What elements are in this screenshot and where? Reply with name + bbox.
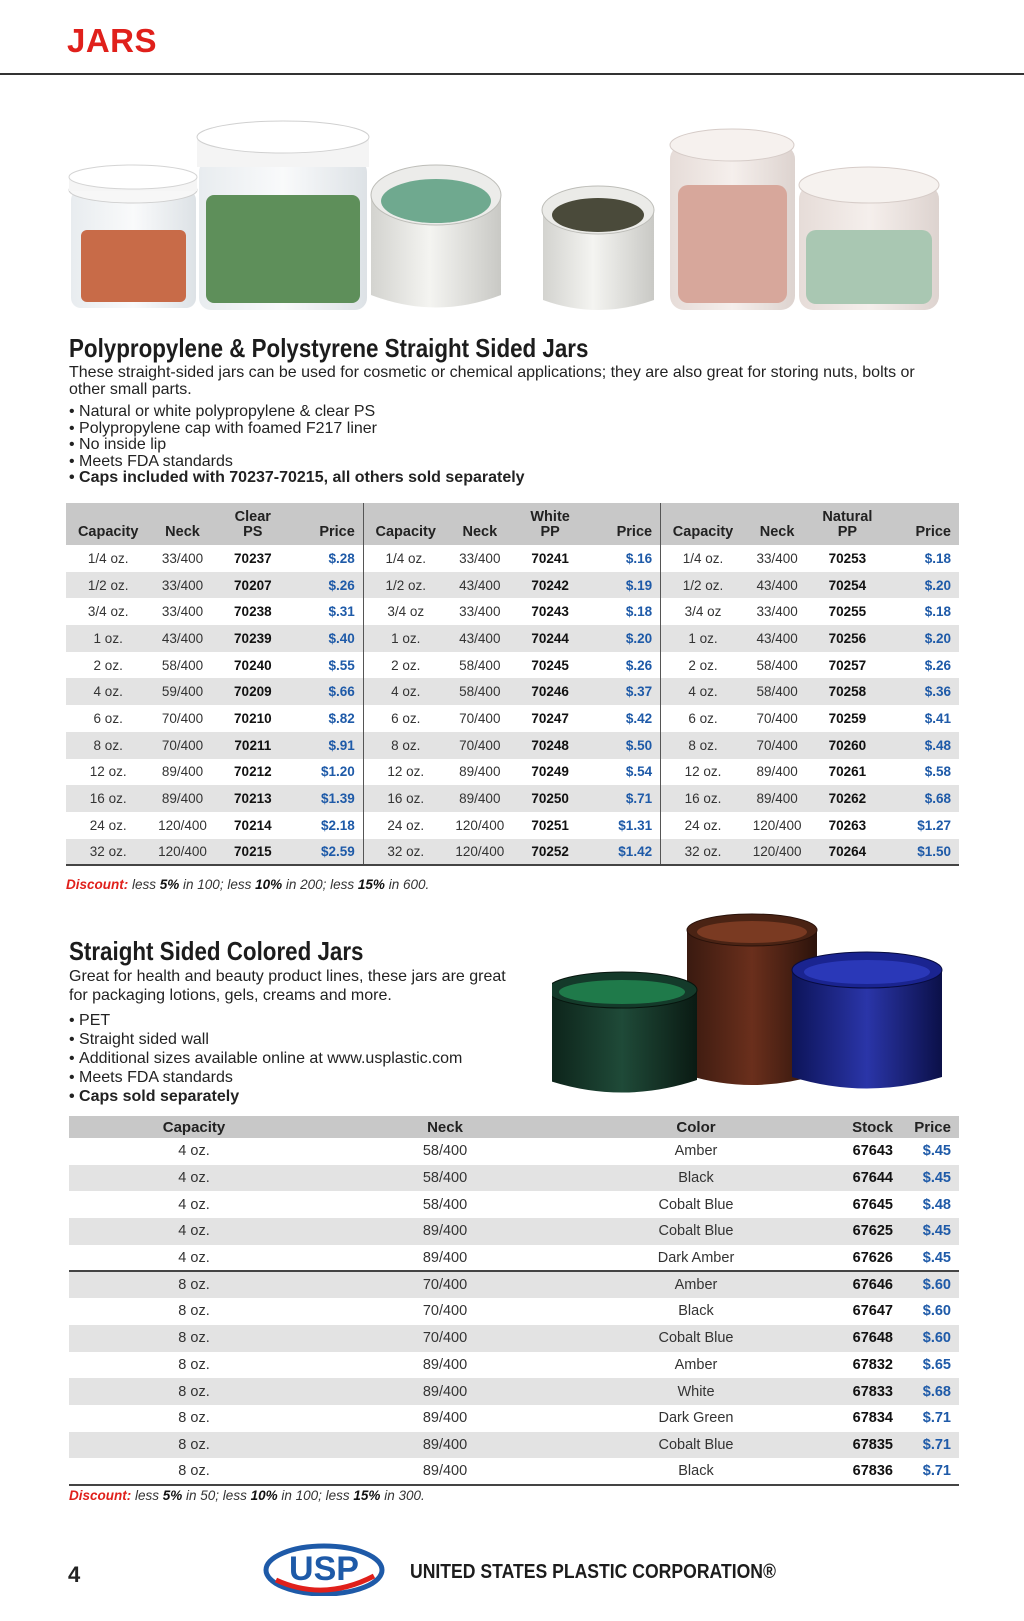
capacity-cell: 4 oz. (69, 1218, 319, 1245)
discount-note: Discount: less 5% in 100; less 10% in 200; less 15% in 600. (66, 877, 430, 892)
neck-cell: 120/400 (448, 839, 512, 866)
table-row (66, 785, 959, 812)
neck-cell: 89/400 (319, 1378, 571, 1405)
table-row (66, 598, 959, 625)
price-cell: $.18 (924, 550, 951, 566)
price-cell: $.16 (625, 550, 653, 566)
stock-number-cell: 70259 (828, 710, 867, 726)
capacity-cell: 4 oz. (178, 1249, 210, 1266)
price-cell: $.37 (588, 678, 660, 705)
neck-cell: 89/400 (756, 764, 798, 780)
stock-number-cell: 70257 (828, 657, 867, 673)
capacity-cell: 32 oz. (363, 839, 447, 866)
neck-cell: 70/400 (422, 1303, 468, 1320)
table-row (66, 732, 959, 759)
stock-number-cell: 70253 (828, 550, 867, 566)
section-description: These straight-sided jars can be used for cosmetic or chemical applications; they are also great for storing nuts, bolts or other small parts. (69, 364, 915, 398)
capacity-cell: 4 oz. (66, 678, 150, 705)
capacity-cell: 3/4 oz (661, 598, 745, 625)
stock-number-cell: 70247 (531, 710, 569, 726)
price-cell: $2.18 (321, 817, 355, 833)
feature-item: • Caps sold separately (69, 1087, 462, 1106)
price-cell: $.45 (895, 1165, 959, 1192)
capacity-cell: 1/4 oz. (87, 550, 129, 566)
stock-number-cell: 70215 (215, 839, 291, 866)
neck-cell: 43/400 (448, 572, 512, 599)
column-header: Stock (821, 1116, 895, 1138)
table-row (66, 572, 959, 599)
neck-cell: 58/400 (319, 1165, 571, 1192)
table-row (69, 1165, 959, 1192)
stock-number-cell: 70251 (531, 817, 569, 833)
stock-number-cell: 70237 (234, 550, 272, 566)
capacity-cell: 1 oz. (363, 625, 447, 652)
section-title: Polypropylene & Polystyrene Straight Sided Jars (69, 333, 589, 363)
table-row (66, 839, 959, 866)
price-cell: $.41 (924, 710, 951, 726)
column-header: Neck (448, 503, 512, 545)
column-header: Capacity (66, 503, 150, 545)
capacity-cell: 12 oz. (661, 759, 745, 786)
neck-cell: 89/400 (745, 785, 809, 812)
capacity-cell: 1/4 oz. (661, 545, 745, 572)
table-row (66, 812, 959, 839)
neck-cell: 58/400 (745, 678, 809, 705)
stock-number-cell: 70214 (234, 817, 272, 833)
neck-cell: 120/400 (150, 839, 214, 866)
price-cell: $1.39 (291, 785, 363, 812)
neck-cell: 89/400 (161, 764, 204, 780)
section-title: Straight Sided Colored Jars (69, 936, 364, 966)
feature-item: • PET (69, 1011, 462, 1030)
price-cell: $.50 (588, 732, 660, 759)
neck-cell: 33/400 (150, 572, 214, 599)
capacity-cell: 1 oz. (66, 625, 150, 652)
color-cell: Cobalt Blue (571, 1325, 821, 1352)
neck-cell: 58/400 (422, 1143, 468, 1160)
price-cell: $.82 (328, 710, 355, 726)
discount-note: Discount: less 5% in 50; less 10% in 100; less 15% in 300. (69, 1488, 425, 1503)
color-cell: White (571, 1378, 821, 1405)
page-number: 4 (68, 1562, 81, 1587)
capacity-cell: 8 oz. (363, 732, 447, 759)
capacity-cell: 8 oz. (69, 1432, 319, 1459)
price-cell: $.45 (922, 1249, 951, 1266)
capacity-cell: 24 oz. (89, 817, 127, 833)
svg-text:USP: USP (289, 1550, 359, 1588)
table-row (69, 1218, 959, 1245)
price-cell: $.48 (922, 1196, 951, 1213)
price-cell: $.58 (924, 764, 951, 780)
capacity-cell: 8 oz. (178, 1410, 210, 1427)
color-cell: Dark Amber (657, 1249, 735, 1266)
neck-cell: 33/400 (161, 550, 204, 566)
neck-cell: 43/400 (745, 625, 809, 652)
neck-cell: 59/400 (150, 678, 214, 705)
price-cell: $1.20 (321, 764, 355, 780)
neck-cell: 58/400 (756, 657, 798, 673)
capacity-cell: 6 oz. (93, 710, 123, 726)
neck-cell: 120/400 (455, 817, 505, 833)
price-cell: $.45 (922, 1143, 951, 1160)
table-header-row (69, 1116, 959, 1138)
stock-number-cell: 70262 (809, 785, 885, 812)
capacity-cell: 16 oz. (363, 785, 447, 812)
capacity-cell: 8 oz. (69, 1271, 319, 1298)
table-row (66, 545, 959, 572)
stock-number-cell: 67647 (852, 1303, 893, 1320)
capacity-cell: 1/4 oz. (363, 545, 447, 572)
neck-cell: 33/400 (161, 604, 204, 620)
feature-item: • Natural or white polypropylene & clear PS (69, 404, 525, 421)
table-row (69, 1271, 959, 1298)
feature-item: • Straight sided wall (69, 1030, 462, 1049)
price-cell: $.45 (895, 1218, 959, 1245)
stock-number-cell: 67625 (821, 1218, 895, 1245)
capacity-cell: 12 oz. (89, 764, 127, 780)
price-cell: $.28 (328, 550, 355, 566)
column-header: Neck (150, 503, 214, 545)
neck-cell: 120/400 (158, 817, 207, 833)
capacity-cell: 8 oz. (69, 1325, 319, 1352)
stock-number-cell: 67835 (821, 1432, 895, 1459)
capacity-cell: 32 oz. (661, 839, 745, 866)
capacity-cell: 2 oz. (93, 657, 123, 673)
colored-jars-photo (552, 905, 982, 1105)
table-row (69, 1352, 959, 1379)
table-row (69, 1458, 959, 1485)
table-row (69, 1298, 959, 1325)
table-row (69, 1191, 959, 1218)
neck-cell: 89/400 (459, 764, 501, 780)
neck-cell: 70/400 (319, 1271, 571, 1298)
stock-number-cell: 70248 (512, 732, 588, 759)
price-cell: $1.31 (618, 817, 653, 833)
column-header: Color (571, 1116, 821, 1138)
stock-number-cell: 67644 (821, 1165, 895, 1192)
capacity-cell: 2 oz. (363, 652, 447, 679)
capacity-cell: 1/2 oz. (363, 572, 447, 599)
table-row (69, 1378, 959, 1405)
column-header: Natural PP (809, 503, 885, 545)
table-row (66, 652, 959, 679)
neck-cell: 70/400 (756, 710, 798, 726)
neck-cell: 89/400 (422, 1356, 468, 1373)
stock-number-cell: 70264 (809, 839, 885, 866)
stock-number-cell: 70243 (531, 604, 569, 620)
feature-item: • Caps included with 70237-70215, all others sold separately (69, 470, 525, 487)
neck-cell: 70/400 (150, 732, 214, 759)
price-cell: $.71 (922, 1410, 951, 1427)
price-cell: $.91 (291, 732, 363, 759)
stock-number-cell: 70249 (531, 764, 569, 780)
stock-number-cell: 70258 (809, 678, 885, 705)
color-cell: Amber (674, 1356, 718, 1373)
capacity-cell: 4 oz. (178, 1143, 210, 1160)
stock-number-cell: 70263 (828, 817, 867, 833)
capacity-cell: 4 oz. (363, 678, 447, 705)
stock-number-cell: 67836 (821, 1458, 895, 1485)
column-header: Price (895, 1116, 959, 1138)
stock-number-cell: 67833 (821, 1378, 895, 1405)
neck-cell: 33/400 (459, 550, 501, 566)
stock-number-cell: 70261 (828, 764, 867, 780)
price-cell: $.31 (328, 604, 355, 620)
table-row (69, 1405, 959, 1432)
table-row (69, 1245, 959, 1272)
neck-cell: 70/400 (448, 732, 512, 759)
column-header: Capacity (363, 503, 447, 545)
capacity-cell: 4 oz. (661, 678, 745, 705)
stock-number-cell: 67834 (852, 1410, 893, 1427)
usp-logo (262, 1540, 386, 1596)
feature-item: • No inside lip (69, 437, 525, 454)
capacity-cell: 8 oz. (178, 1303, 210, 1320)
jars-product-photo (66, 115, 974, 330)
neck-cell: 58/400 (422, 1196, 468, 1213)
page-title: JARS (67, 22, 158, 59)
neck-cell: 58/400 (448, 678, 512, 705)
price-cell: $.26 (291, 572, 363, 599)
stock-number-cell: 67648 (821, 1325, 895, 1352)
price-cell: $.20 (886, 572, 959, 599)
capacity-cell: 2 oz. (661, 652, 745, 679)
color-cell: Amber (674, 1143, 718, 1160)
stock-number-cell: 70238 (234, 604, 272, 620)
capacity-cell: 24 oz. (363, 812, 447, 839)
neck-cell: 33/400 (459, 604, 501, 620)
neck-cell: 58/400 (459, 657, 501, 673)
table-row (66, 678, 959, 705)
price-cell: $.65 (922, 1356, 951, 1373)
price-cell: $2.59 (291, 839, 363, 866)
capacity-cell: 8 oz. (69, 1378, 319, 1405)
capacity-cell: 8 oz. (69, 1458, 319, 1485)
column-header: Price (291, 503, 363, 545)
stock-number-cell: 67645 (852, 1196, 893, 1213)
price-cell: $.26 (625, 657, 653, 673)
neck-cell: 43/400 (150, 625, 214, 652)
price-cell: $.66 (291, 678, 363, 705)
table-row (69, 1432, 959, 1459)
neck-cell: 89/400 (422, 1410, 468, 1427)
feature-item: • Meets FDA standards (69, 1068, 462, 1087)
price-cell: $.54 (625, 764, 653, 780)
stock-number-cell: 70241 (531, 550, 569, 566)
table-row (69, 1138, 959, 1165)
stock-number-cell: 70256 (809, 625, 885, 652)
price-cell: $1.27 (917, 817, 951, 833)
stock-number-cell: 70213 (215, 785, 291, 812)
price-cell: $.68 (895, 1378, 959, 1405)
capacity-cell: 4 oz. (178, 1196, 210, 1213)
page-header (0, 0, 1024, 75)
price-cell: $.36 (886, 678, 959, 705)
color-cell: Black (571, 1165, 821, 1192)
stock-number-cell: 67832 (852, 1356, 893, 1373)
price-cell: $.48 (886, 732, 959, 759)
neck-cell: 89/400 (448, 785, 512, 812)
stock-number-cell: 70209 (215, 678, 291, 705)
feature-item: • Meets FDA standards (69, 454, 525, 471)
feature-item: • Polypropylene cap with foamed F217 liner (69, 421, 525, 438)
feature-item: • Additional sizes available online at www.usplastic.com (69, 1049, 462, 1068)
neck-cell: 70/400 (161, 710, 204, 726)
color-cell: Black (678, 1303, 714, 1320)
capacity-cell: 1 oz. (661, 625, 745, 652)
stock-number-cell: 67646 (821, 1271, 895, 1298)
capacity-cell: 24 oz. (661, 812, 745, 839)
stock-number-cell: 70207 (215, 572, 291, 599)
column-header: Neck (745, 503, 809, 545)
neck-cell: 89/400 (150, 785, 214, 812)
price-cell: $.20 (886, 625, 959, 652)
capacity-cell: 16 oz. (661, 785, 745, 812)
table-row (66, 625, 959, 652)
capacity-cell: 3/4 oz. (87, 604, 129, 620)
color-cell: Cobalt Blue (658, 1196, 734, 1213)
capacity-cell: 12 oz. (363, 759, 447, 786)
section-description: Great for health and beauty product lines, these jars are great for packaging lotions, gels, creams and more. (69, 968, 506, 1004)
neck-cell: 89/400 (319, 1432, 571, 1459)
neck-cell: 120/400 (745, 839, 809, 866)
color-cell: Dark Green (658, 1410, 734, 1427)
neck-cell: 120/400 (752, 817, 802, 833)
table-row (66, 705, 959, 732)
price-cell: $1.42 (588, 839, 660, 866)
neck-cell: 43/400 (745, 572, 809, 599)
neck-cell: 33/400 (756, 604, 798, 620)
color-cell: Amber (571, 1271, 821, 1298)
stock-number-cell: 70254 (809, 572, 885, 599)
table-row (69, 1325, 959, 1352)
price-cell: $.71 (588, 785, 660, 812)
neck-cell: 89/400 (422, 1249, 468, 1266)
feature-list (69, 1011, 462, 1106)
capacity-cell: 16 oz. (66, 785, 150, 812)
capacity-cell: 32 oz. (66, 839, 150, 866)
stock-number-cell: 70240 (234, 657, 272, 673)
stock-number-cell: 70252 (512, 839, 588, 866)
price-cell: $.40 (291, 625, 363, 652)
stock-number-cell: 70211 (215, 732, 291, 759)
stock-number-cell: 70212 (234, 764, 272, 780)
column-header: White PP (512, 503, 588, 545)
price-cell: $1.50 (886, 839, 959, 866)
column-header: Price (588, 503, 660, 545)
neck-cell: 33/400 (756, 550, 798, 566)
column-header: Capacity (661, 503, 745, 545)
price-cell: $.55 (328, 657, 355, 673)
neck-cell: 43/400 (448, 625, 512, 652)
neck-cell: 89/400 (319, 1218, 571, 1245)
capacity-cell: 8 oz. (178, 1356, 210, 1373)
price-cell: $.60 (895, 1325, 959, 1352)
price-cell: $.60 (922, 1303, 951, 1320)
capacity-cell: 1/2 oz. (66, 572, 150, 599)
neck-cell: 70/400 (319, 1325, 571, 1352)
table-row (66, 759, 959, 786)
capacity-cell: 1/2 oz. (661, 572, 745, 599)
color-cell: Cobalt Blue (571, 1218, 821, 1245)
stock-number-cell: 70250 (512, 785, 588, 812)
company-name: UNITED STATES PLASTIC CORPORATION® (410, 1561, 776, 1583)
price-cell: $.26 (924, 657, 951, 673)
capacity-cell: 6 oz. (363, 705, 447, 732)
stock-number-cell: 67643 (852, 1143, 893, 1160)
stock-number-cell: 70239 (215, 625, 291, 652)
column-header: Neck (319, 1116, 571, 1138)
column-header: Clear PS (215, 503, 291, 545)
stock-number-cell: 67626 (852, 1249, 893, 1266)
stock-number-cell: 70210 (234, 710, 272, 726)
feature-list (69, 404, 525, 487)
colored-jars-price-table (69, 1116, 959, 1486)
stock-number-cell: 70260 (809, 732, 885, 759)
price-cell: $.60 (895, 1271, 959, 1298)
stock-number-cell: 70245 (531, 657, 569, 673)
capacity-cell: 6 oz. (661, 705, 745, 732)
price-cell: $.71 (895, 1458, 959, 1485)
neck-cell: 89/400 (319, 1458, 571, 1485)
neck-cell: 58/400 (161, 657, 204, 673)
table-header-row (66, 503, 959, 545)
price-cell: $.18 (924, 604, 951, 620)
column-header: Capacity (69, 1116, 319, 1138)
capacity-cell: 8 oz. (66, 732, 150, 759)
stock-number-cell: 70246 (512, 678, 588, 705)
neck-cell: 70/400 (459, 710, 501, 726)
capacity-cell: 8 oz. (661, 732, 745, 759)
price-cell: $.20 (588, 625, 660, 652)
color-cell: Black (571, 1458, 821, 1485)
stock-number-cell: 70242 (512, 572, 588, 599)
capacity-cell: 3/4 oz (363, 598, 447, 625)
color-cell: Cobalt Blue (571, 1432, 821, 1459)
stock-number-cell: 70244 (512, 625, 588, 652)
neck-cell: 70/400 (745, 732, 809, 759)
column-header: Price (886, 503, 959, 545)
price-cell: $.68 (886, 785, 959, 812)
price-cell: $.42 (625, 710, 653, 726)
price-cell: $.19 (588, 572, 660, 599)
capacity-cell: 4 oz. (69, 1165, 319, 1192)
price-cell: $.18 (625, 604, 653, 620)
straight-jars-price-table (66, 503, 959, 866)
stock-number-cell: 70255 (828, 604, 867, 620)
price-cell: $.71 (895, 1432, 959, 1459)
